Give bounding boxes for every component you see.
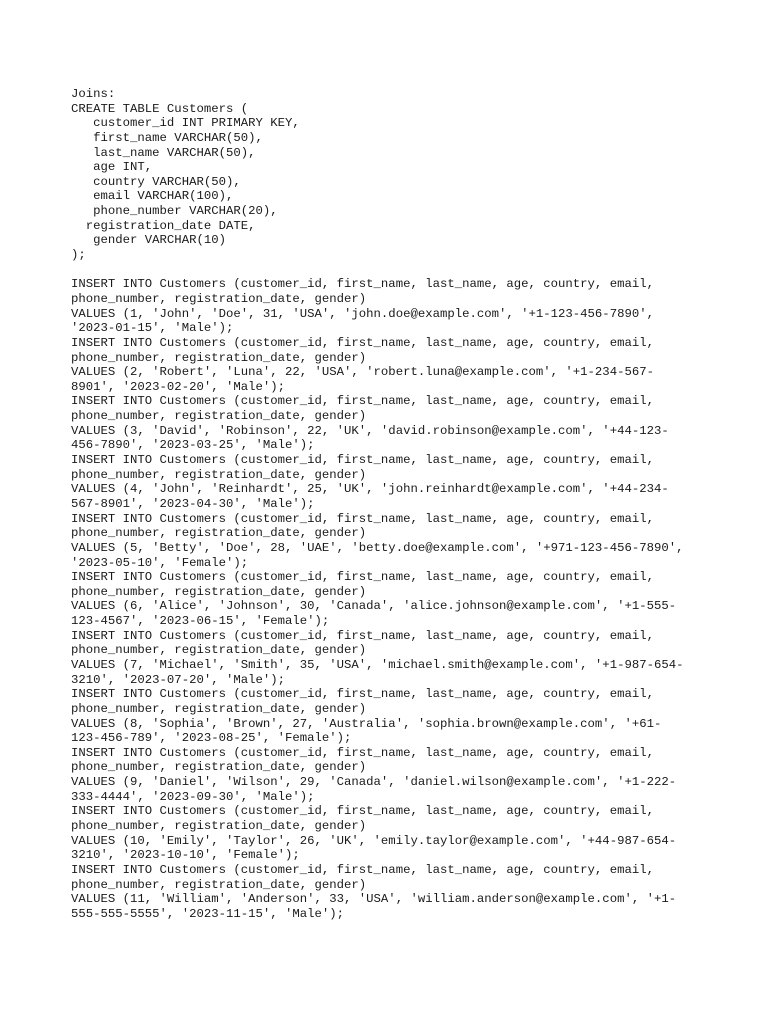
code-line: gender VARCHAR(10): [71, 233, 226, 248]
code-line: phone_number, registration_date, gender): [71, 350, 367, 365]
document-heading: Joins:: [71, 87, 116, 101]
code-line: phone_number, registration_date, gender): [71, 877, 367, 892]
code-line: 3210', '2023-10-10', 'Female');: [71, 848, 300, 863]
code-line: VALUES (7, 'Michael', 'Smith', 35, 'USA', 'michael.smith@example.com', '+1-987-654-: [71, 657, 684, 672]
code-line: VALUES (5, 'Betty', 'Doe', 28, 'UAE', 'betty.doe@example.com', '+971-123-456-7890',: [71, 540, 684, 555]
create-table-block: [71, 102, 731, 263]
code-line: 456-7890', '2023-03-25', 'Male');: [71, 438, 315, 453]
code-line: 333-4444', '2023-09-30', 'Male');: [71, 789, 315, 804]
code-line: INSERT INTO Customers (customer_id, first_name, last_name, age, country, email,: [71, 687, 654, 702]
code-line: last_name VARCHAR(50),: [71, 145, 256, 160]
code-line: phone_number, registration_date, gender): [71, 409, 367, 424]
code-line: phone_number, registration_date, gender): [71, 643, 367, 658]
code-line: VALUES (6, 'Alice', 'Johnson', 30, 'Canada', 'alice.johnson@example.com', '+1-555-: [71, 599, 677, 614]
code-line: 555-555-5555', '2023-11-15', 'Male');: [71, 906, 345, 921]
code-line: phone_number, registration_date, gender): [71, 584, 367, 599]
code-line: 8901', '2023-02-20', 'Male');: [71, 379, 286, 394]
code-line: INSERT INTO Customers (customer_id, first_name, last_name, age, country, email,: [71, 745, 654, 760]
code-line: INSERT INTO Customers (customer_id, first_name, last_name, age, country, email,: [71, 862, 654, 877]
code-line: phone_number, registration_date, gender): [71, 701, 367, 716]
code-line: INSERT INTO Customers (customer_id, first_name, last_name, age, country, email,: [71, 628, 654, 643]
code-line: INSERT INTO Customers (customer_id, first_name, last_name, age, country, email,: [71, 394, 654, 409]
code-line: 123-4567', '2023-06-15', 'Female');: [71, 614, 330, 629]
code-line: VALUES (4, 'John', 'Reinhardt', 25, 'UK', 'john.reinhardt@example.com', '+44-234-: [71, 482, 669, 497]
code-line: );: [71, 248, 86, 263]
code-line: registration_date DATE,: [71, 218, 256, 233]
code-line: VALUES (8, 'Sophia', 'Brown', 27, 'Australia', 'sophia.brown@example.com', '+61-: [71, 716, 662, 731]
code-line: email VARCHAR(100),: [71, 189, 234, 204]
code-line: phone_number, registration_date, gender): [71, 819, 367, 834]
code-line: phone_number, registration_date, gender): [71, 526, 367, 541]
blank-line: [71, 263, 731, 278]
document-page: [71, 87, 731, 922]
insert-statements-block: [71, 277, 731, 921]
code-line: VALUES (10, 'Emily', 'Taylor', 26, 'UK', 'emily.taylor@example.com', '+44-987-654-: [71, 833, 677, 848]
code-line: INSERT INTO Customers (customer_id, first_name, last_name, age, country, email,: [71, 335, 654, 350]
code-line: phone_number VARCHAR(20),: [71, 204, 278, 219]
code-line: 567-8901', '2023-04-30', 'Male');: [71, 496, 315, 511]
code-line: phone_number, registration_date, gender): [71, 760, 367, 775]
code-line: INSERT INTO Customers (customer_id, first_name, last_name, age, country, email,: [71, 570, 654, 585]
code-line: VALUES (11, 'William', 'Anderson', 33, 'USA', 'william.anderson@example.com', '+1-: [71, 892, 677, 907]
code-line: VALUES (3, 'David', 'Robinson', 22, 'UK', 'david.robinson@example.com', '+44-123-: [71, 423, 669, 438]
code-line: VALUES (1, 'John', 'Doe', 31, 'USA', 'john.doe@example.com', '+1-123-456-7890',: [71, 306, 654, 321]
code-line: CREATE TABLE Customers (: [71, 101, 249, 116]
code-line: INSERT INTO Customers (customer_id, first_name, last_name, age, country, email,: [71, 277, 654, 292]
code-line: INSERT INTO Customers (customer_id, first_name, last_name, age, country, email,: [71, 511, 654, 526]
code-line: customer_id INT PRIMARY KEY,: [71, 116, 300, 131]
code-line: country VARCHAR(50),: [71, 174, 241, 189]
code-line: 123-456-789', '2023-08-25', 'Female');: [71, 731, 352, 746]
code-line: INSERT INTO Customers (customer_id, first_name, last_name, age, country, email,: [71, 804, 654, 819]
code-line: phone_number, registration_date, gender): [71, 291, 367, 306]
code-line: age INT,: [71, 160, 153, 175]
code-line: first_name VARCHAR(50),: [71, 130, 263, 145]
code-line: 3210', '2023-07-20', 'Male');: [71, 672, 286, 687]
code-line: VALUES (9, 'Daniel', 'Wilson', 29, 'Canada', 'daniel.wilson@example.com', '+1-222-: [71, 775, 677, 790]
code-line: '2023-05-10', 'Female');: [71, 555, 249, 570]
code-line: INSERT INTO Customers (customer_id, first_name, last_name, age, country, email,: [71, 453, 654, 468]
code-line: '2023-01-15', 'Male');: [71, 321, 234, 336]
code-line: phone_number, registration_date, gender): [71, 467, 367, 482]
code-line: VALUES (2, 'Robert', 'Luna', 22, 'USA', 'robert.luna@example.com', '+1-234-567-: [71, 365, 654, 380]
